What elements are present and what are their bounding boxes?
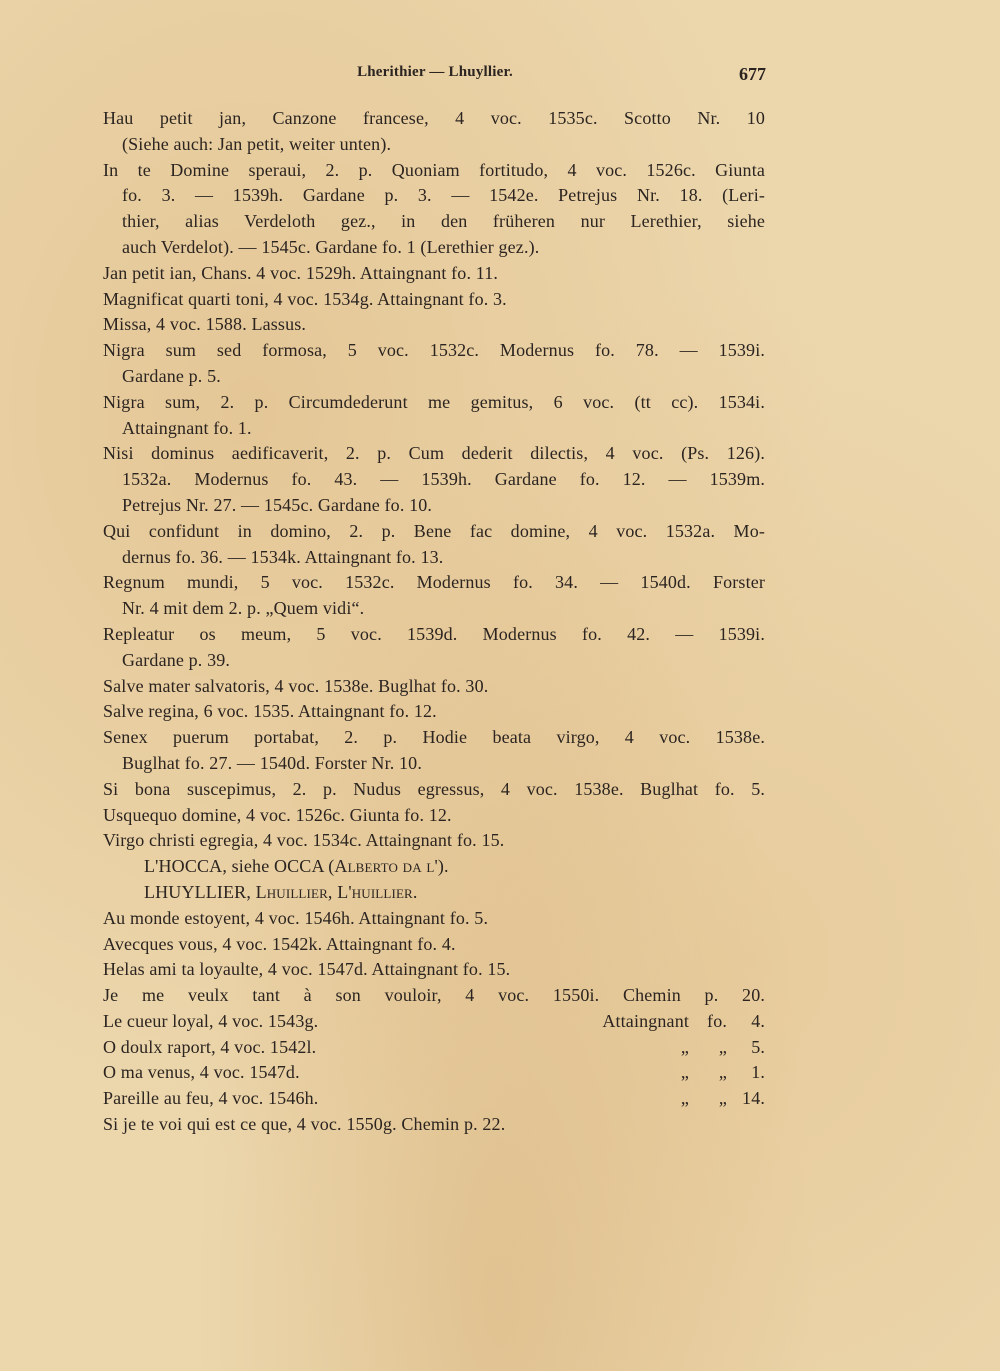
entry-folio-number: 14. <box>742 1088 765 1109</box>
entry-source: Attaingnant <box>602 1010 689 1031</box>
name-variants: , Lhuillier, L'huillier. <box>246 881 418 902</box>
entry-folio-number: 5. <box>751 1036 765 1057</box>
entry-title: Le cueur loyal, 4 voc. 1543g. <box>103 1010 319 1031</box>
table-row <box>103 1060 765 1086</box>
entry-title: O ma venus, 4 voc. 1547d. <box>103 1062 300 1083</box>
entry-line: Salve regina, 6 voc. 1535. Attaingnant fo. 12. <box>103 701 437 722</box>
entry-list <box>103 106 765 1138</box>
entry-line: Petrejus Nr. 27. — 1545c. Gardane fo. 10. <box>122 494 433 515</box>
entry-line: Avecques vous, 4 voc. 1542k. Attaingnant fo. 4. <box>103 933 456 954</box>
cross-reference: Alberto da l' <box>334 856 438 877</box>
entry-line: Salve mater salvatoris, 4 voc. 1538e. Buglhat fo. 30. <box>103 675 489 696</box>
entry-line: In te Domine speraui, 2. p. Quoniam fortitudo, 4 voc. 1526c. Giunta <box>103 159 765 180</box>
entry-line: Si je te voi qui est ce que, 4 voc. 1550g. Chemin p. 22. <box>103 1114 506 1135</box>
entry-line: Qui confidunt in domino, 2. p. Bene fac domine, 4 voc. 1532a. Mo- <box>103 520 765 541</box>
entry-line: Missa, 4 voc. 1588. Lassus. <box>103 314 307 335</box>
entry-line: 1532a. Modernus fo. 43. — 1539h. Gardane fo. 12. — 1539m. <box>122 469 765 490</box>
ditto-mark: „ <box>680 1062 689 1083</box>
entry-line: Je me veulx tant à son vouloir, 4 voc. 1550i. Chemin p. 20. <box>103 985 765 1006</box>
entry-line: Nigra sum, 2. p. Circumdederunt me gemitus, 6 voc. (tt cc). 1534i. <box>103 391 765 412</box>
entry-folio-label: fo. <box>707 1010 727 1031</box>
table-row <box>103 1009 765 1035</box>
entry-line: Gardane p. 39. <box>122 649 231 670</box>
entry-line: Helas ami ta loyaulte, 4 voc. 1547d. Attaingnant fo. 15. <box>103 959 511 980</box>
entry-line: fo. 3. — 1539h. Gardane p. 3. — 1542e. Petrejus Nr. 18. (Leri- <box>122 185 765 206</box>
entry-folio-number: 4. <box>751 1010 765 1031</box>
entry-line: (Siehe auch: Jan petit, weiter unten). <box>122 133 392 154</box>
heading-text: , siehe OCCA ( <box>222 856 335 877</box>
composer-heading-lhuyllier <box>103 880 765 906</box>
entry-line: Nr. 4 mit dem 2. p. „Quem vidi“. <box>122 598 365 619</box>
ditto-mark: „ <box>718 1036 727 1057</box>
running-title: Lherithier — Lhuyllier. <box>357 64 513 80</box>
entry-line: Usquequo domine, 4 voc. 1526c. Giunta fo. 12. <box>103 804 452 825</box>
ditto-mark: „ <box>718 1088 727 1109</box>
entry-line: Regnum mundi, 5 voc. 1532c. Modernus fo. 34. — 1540d. Forster <box>103 572 765 593</box>
table-row <box>103 1086 765 1112</box>
entry-line: Buglhat fo. 27. — 1540d. Forster Nr. 10. <box>122 752 422 773</box>
composer-heading-occa <box>103 854 765 880</box>
entry-title: Pareille au feu, 4 voc. 1546h. <box>103 1088 319 1109</box>
entry-line: Hau petit jan, Canzone francese, 4 voc. 1535c. Scotto Nr. 10 <box>103 108 765 128</box>
entry-line: Attaingnant fo. 1. <box>122 417 252 438</box>
entry-line: Nigra sum sed formosa, 5 voc. 1532c. Modernus fo. 78. — 1539i. <box>103 340 765 361</box>
ditto-mark: „ <box>718 1062 727 1083</box>
composer-name: L'HOCCA <box>144 856 223 877</box>
ditto-mark: „ <box>680 1088 689 1109</box>
entry-title: O doulx raport, 4 voc. 1542l. <box>103 1036 317 1057</box>
entry-folio-number: 1. <box>751 1062 765 1083</box>
entry-line: Si bona suscepimus, 2. p. Nudus egressus, 4 voc. 1538e. Buglhat fo. 5. <box>103 778 765 799</box>
entry-line: Virgo christi egregia, 4 voc. 1534c. Attaingnant fo. 15. <box>103 830 505 851</box>
table-row <box>103 1035 765 1061</box>
ditto-mark: „ <box>680 1036 689 1057</box>
page-header <box>104 64 766 86</box>
heading-text: ). <box>437 856 449 877</box>
entry-line: Nisi dominus aedificaverit, 2. p. Cum dederit dilectis, 4 voc. (Ps. 126). <box>103 443 765 464</box>
entry-line: thier, alias Verdeloth gez., in den früheren nur Lerethier, siehe <box>122 211 765 232</box>
entry-line: Senex puerum portabat, 2. p. Hodie beata virgo, 4 voc. 1538e. <box>103 727 765 748</box>
entry-line: Gardane p. 5. <box>122 365 221 386</box>
entry-line: auch Verdelot). — 1545c. Gardane fo. 1 (Lerethier gez.). <box>122 236 540 257</box>
entry-line: Jan petit ian, Chans. 4 voc. 1529h. Attaingnant fo. 11. <box>103 262 499 283</box>
entry-line: dernus fo. 36. — 1534k. Attaingnant fo. 13. <box>122 546 444 567</box>
entry-line: Repleatur os meum, 5 voc. 1539d. Modernus fo. 42. — 1539i. <box>103 623 765 644</box>
page-number: 677 <box>739 64 766 84</box>
composer-name: LHUYLLIER <box>144 881 247 902</box>
entry-line: Au monde estoyent, 4 voc. 1546h. Attaingnant fo. 5. <box>103 907 489 928</box>
entry-line: Magnificat quarti toni, 4 voc. 1534g. Attaingnant fo. 3. <box>103 288 507 309</box>
